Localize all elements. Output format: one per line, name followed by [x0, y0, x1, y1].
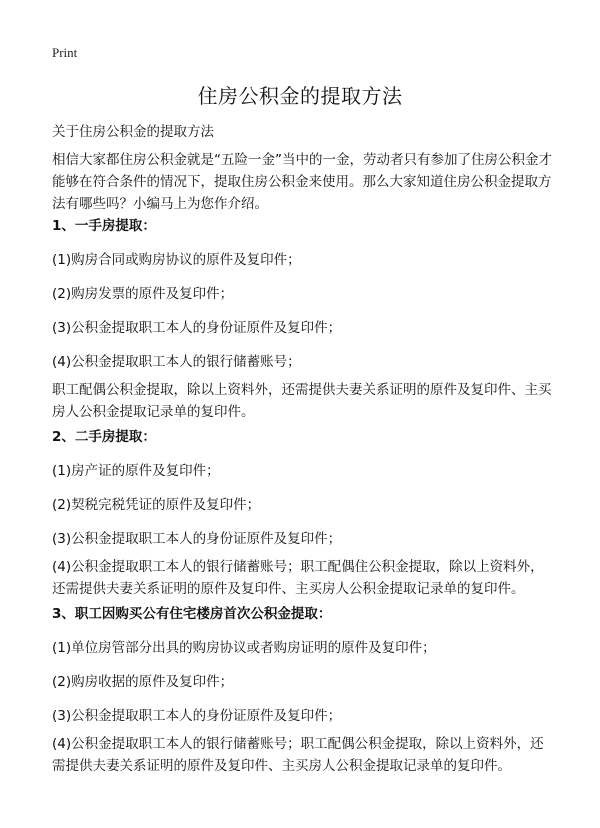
section2-item-1: (1)房产证的原件及复印件； [52, 463, 220, 479]
section3-item-1: (1)单位房管部分出具的购房协议或者购房证明的原件及复印件； [52, 640, 436, 656]
section1-item-3: (3)公积金提取职工本人的身份证原件及复印件； [52, 320, 342, 336]
section3-item-2: (2)购房收据的原件及复印件； [52, 674, 234, 690]
section1-heading: 1、一手房提取： [52, 218, 156, 234]
section1-note: 职工配偶公积金提取，除以上资料外，还需提供夫妻关系证明的原件及复印件、主买房人公积金提取记录单的复印件。 [52, 382, 552, 420]
print-label: Print [52, 45, 78, 60]
section3-item-4: (4)公积金提取职工本人的银行储蓄账号；职工配偶公积金提取，除以上资料外，还需提供夫妻关系证明的原件及复印件、主买房人公积金提取记录单的复印件。 [52, 736, 544, 774]
section3-heading: 3、职工因购买公有住宅楼房首次公积金提取： [52, 606, 332, 622]
section2-item-4: (4)公积金提取职工本人的银行储蓄账号；职工配偶住公积金提取，除以上资料外，还需提供夫妻关系证明的原件及复印件、主买房人公积金提取记录单的复印件。 [52, 559, 544, 597]
section2-item-2: (2)契税完税凭证的原件及复印件； [52, 497, 261, 513]
section2-heading: 2、二手房提取： [52, 429, 156, 445]
page-title: 住房公积金的提取方法 [197, 84, 403, 108]
section3-item-3: (3)公积金提取职工本人的身份证原件及复印件； [52, 708, 342, 724]
subtitle: 关于住房公积金的提取方法 [52, 124, 214, 140]
section2-item-3: (3)公积金提取职工本人的身份证原件及复印件； [52, 531, 342, 547]
section1-item-1: (1)购房合同或购房协议的原件及复印件； [52, 252, 301, 268]
intro-paragraph: 相信大家都住房公积金就是“五险一金”当中的一金，劳动者只有参加了住房公积金才能够在符合条件的情况下，提取住房公积金来使用。那么大家知道住房公积金提取方法有哪些吗？小编马上为您作介绍。 [52, 152, 552, 212]
section1-item-4: (4)公积金提取职工本人的银行储蓄账号； [52, 354, 301, 370]
section1-item-2: (2)购房发票的原件及复印件； [52, 286, 234, 302]
